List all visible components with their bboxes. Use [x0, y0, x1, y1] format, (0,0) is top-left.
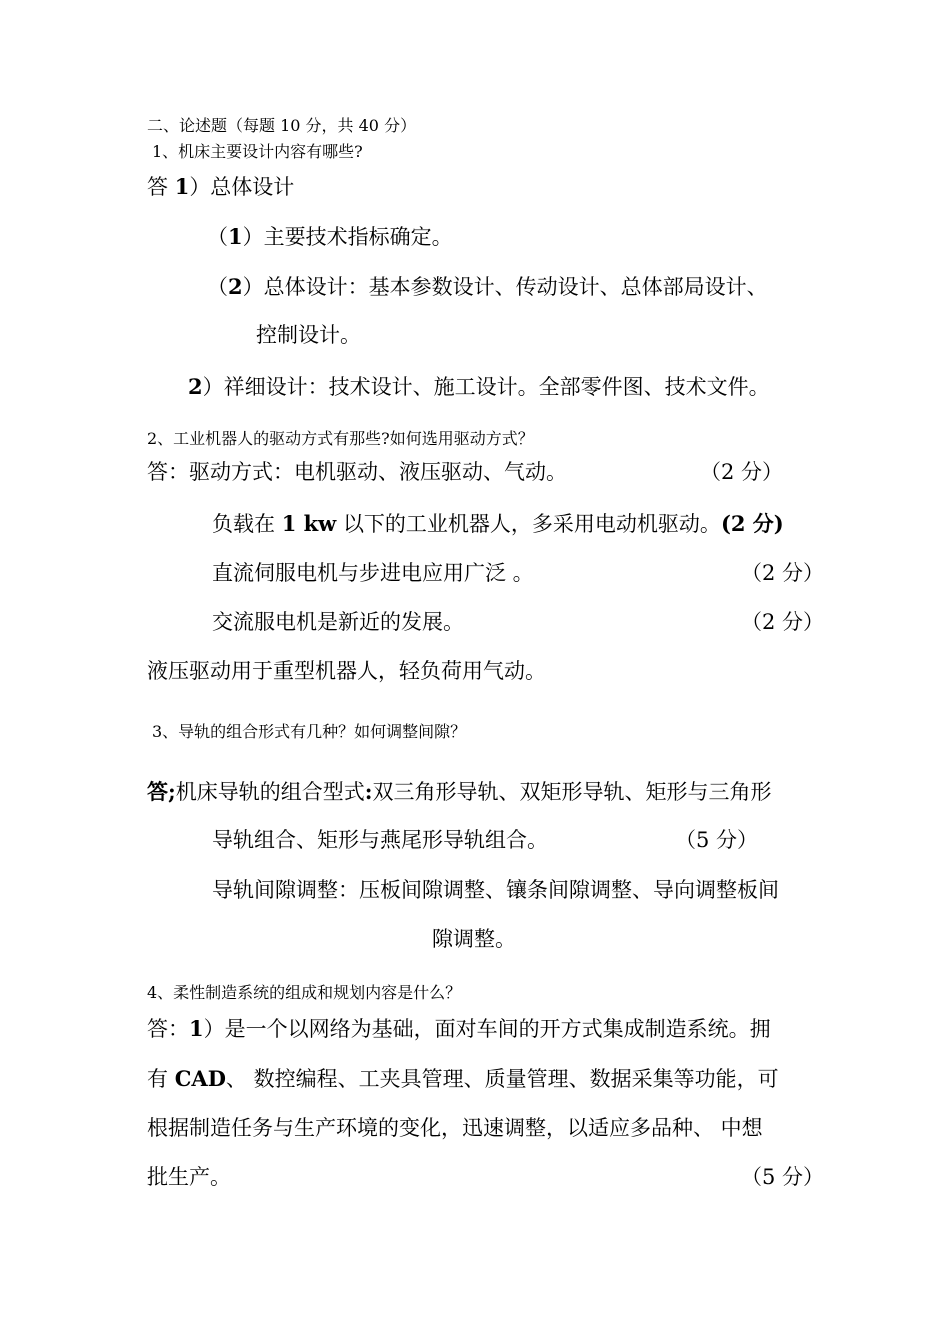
q1-sub-item-2-continuation: 控制设计。 [256, 323, 361, 347]
q2-score-2: (2 分) [720, 511, 784, 536]
q1-sub-item-1-text: ）主要技术指标确定。 [242, 225, 453, 249]
question-1: 1、机床主要设计内容有哪些? [152, 142, 363, 161]
q3-score: （5 分） [675, 828, 759, 852]
q2-answer-line-2: 负载在 1 kw 以下的工业机器人，多采用电动机驱动。(2 分) [212, 511, 784, 536]
q3-answer-line-2: 导轨组合、矩形与燕尾形导轨组合。 [212, 828, 548, 852]
q1-item-2-text: ）祥细设计：技术设计、施工设计。全部零件图、技术文件。 [202, 375, 770, 399]
q3-answer-line-4: 隙调整。 [432, 927, 516, 951]
q2-power-value: 1 kw [281, 511, 337, 536]
q1-item-1-text: ）总体设计 [189, 175, 295, 199]
q3-answer-line-1: 答;机床导轨的组合型式:双三角形导轨、双矩形导轨、矩形与三角形 [147, 779, 772, 804]
q1-sub-item-1: （1）主要技术指标确定。 [207, 224, 453, 249]
section-title: 二、论述题（每题 10 分，共 40 分） [147, 116, 417, 135]
q2-answer-line-1: 答：驱动方式：电机驱动、液压驱动、气动。 [147, 460, 567, 484]
q2-answer-line-5: 液压驱动用于重型机器人，轻负荷用气动。 [147, 659, 546, 683]
q4-answer-prefix: 答： [147, 1017, 189, 1041]
q1-item-2-number: 2 [188, 374, 203, 399]
q4-answer-line-2: 有 CAD、 数控编程、工夹具管理、质量管理、数据采集等功能，可 [147, 1066, 779, 1091]
q4-cad-term: CAD [174, 1066, 226, 1091]
q4-answer-line-3: 根据制造任务与生产环境的变化，迅速调整，以适应多品种、 中想 [147, 1116, 763, 1140]
q1-sub-item-2-text: ）总体设计：基本参数设计、传动设计、总体部局设计、 [242, 275, 768, 299]
q1-sub-item-2-number: 2 [228, 274, 243, 299]
q2-score-3: （2 分） [741, 561, 825, 585]
question-3: 3、导轨的组合形式有几种？如何调整间隙？ [152, 722, 467, 741]
question-4: 4、柔性制造系统的组成和规划内容是什么？ [147, 983, 462, 1002]
q1-answer-line-1 [147, 176, 294, 198]
q3-answer-prefix: 答; [147, 779, 176, 804]
q4-answer-line-1: 答：1）是一个以网络为基础，面对车间的开方式集成制造系统。拥 [147, 1016, 771, 1041]
q4-score: （5 分） [741, 1165, 825, 1189]
q1-sub-item-1-number: 1 [228, 224, 243, 249]
question-2: 2、工业机器人的驱动方式有那些?如何选用驱动方式？ [147, 429, 534, 448]
q4-answer-line-4: 批生产。 [147, 1165, 231, 1189]
q1-answer-prefix: 答 [147, 175, 168, 199]
q1-item-1-number: 1 [174, 174, 190, 199]
q2-answer-line-4: 交流服电机是新近的发展。 [212, 610, 464, 634]
q1-item-2 [188, 376, 770, 398]
q2-score-4: （2 分） [741, 610, 825, 634]
q2-score-1: （2 分） [700, 460, 784, 484]
q1-sub-item-2: （2）总体设计：基本参数设计、传动设计、总体部局设计、 [207, 274, 768, 299]
q2-answer-line-3: 直流伺服电机与步进电应用广泛 。 [212, 561, 534, 585]
q3-answer-line-3: 导轨间隙调整：压板间隙调整、镶条间隙调整、导向调整板间 [212, 878, 779, 902]
